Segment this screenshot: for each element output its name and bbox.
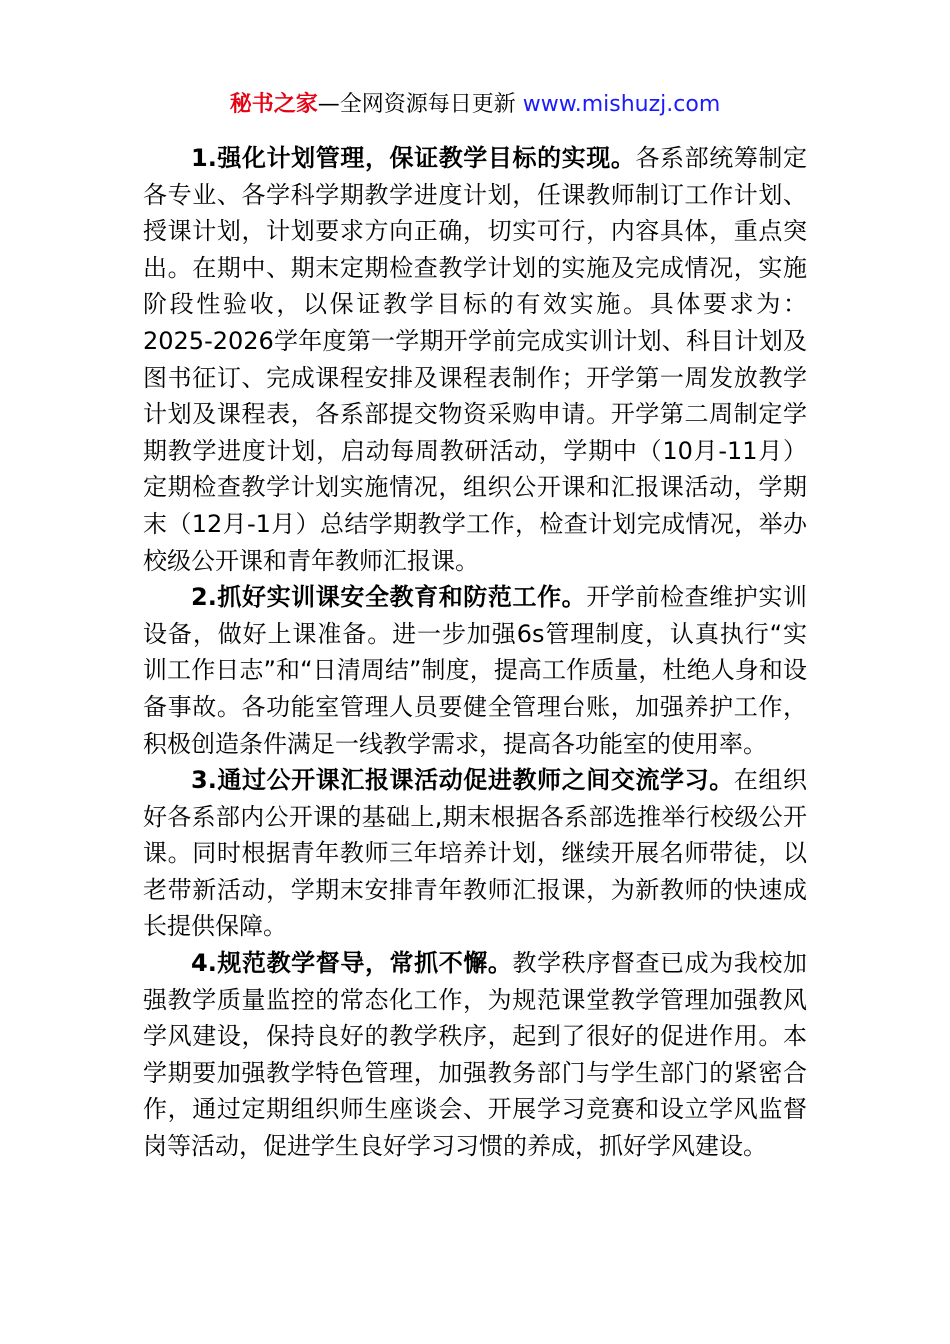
paragraph-2 bbox=[143, 579, 807, 762]
paragraph-1 bbox=[143, 140, 807, 579]
paragraph-1-heading: 1.强化计划管理，保证教学目标的实现。 bbox=[191, 144, 636, 172]
site-header bbox=[0, 90, 950, 120]
paragraph-3-text: 在组织好各系部内公开课的基础上,期末根据各系部选推举行校级公开课。同时根据青年教师三年培养计划，继续开展名师带徒，以老带新活动，学期末安排青年教师汇报课，为新教师的快速成长提供保障。 bbox=[143, 766, 807, 941]
site-url-link[interactable]: www.mishuzj.com bbox=[522, 92, 721, 117]
document-body bbox=[143, 140, 807, 1165]
paragraph-2-text: 开学前检查维护实训设备，做好上课准备。进一步加强6s管理制度，认真执行“实训工作日志”和“日清周结”制度，提高工作质量，杜绝人身和设备事故。各功能室管理人员要健全管理台账，加强养护工作，积极创造条件满足一线教学需求，提高各功能室的使用率。 bbox=[143, 583, 807, 758]
paragraph-3 bbox=[143, 762, 807, 945]
paragraph-2-heading: 2.抓好实训课安全教育和防范工作。 bbox=[191, 583, 587, 612]
paragraph-4 bbox=[143, 945, 807, 1165]
paragraph-4-heading: 4.规范教学督导，常抓不懈。 bbox=[191, 949, 513, 978]
paragraph-1-text: 各系部统筹制定各专业、各学科学期教学进度计划，任课教师制订工作计划、授课计划，计划要求方向正确，切实可行，内容具体，重点突出。在期中、期末定期检查教学计划的实施及完成情况，实施阶段性验收，以保证教学目标的有效实施。具体要求为：2025-2026学年度第一学期开学前完成实训计划、科目计划及图书征订、完成课程安排及课程表制作；开学第一周发放教学计划及课程表，各系部提交物资采购申请。开学第二周制定学期教学进度计划，启动每周教研活动，学期中（10月-11月）定期检查教学计划实施情况，组织公开课和汇报课活动，学期末（12月-1月）总结学期教学工作，检查计划完成情况，举办校级公开课和青年教师汇报课。 bbox=[143, 144, 807, 575]
site-tagline: —全网资源每日更新 bbox=[317, 92, 523, 117]
paragraph-4-text: 教学秩序督查已成为我校加强教学质量监控的常态化工作，为规范课堂教学管理加强教风学风建设，保持良好的教学秩序，起到了很好的促进作用。本学期要加强教学特色管理，加强教务部门与学生部门的紧密合作，通过定期组织师生座谈会、开展学习竞赛和设立学风监督岗等活动，促进学生良好学习习惯的养成，抓好学风建设。 bbox=[143, 949, 807, 1161]
site-brand: 秘书之家 bbox=[229, 92, 318, 117]
paragraph-3-heading: 3.通过公开课汇报课活动促进教师之间交流学习。 bbox=[191, 766, 734, 795]
